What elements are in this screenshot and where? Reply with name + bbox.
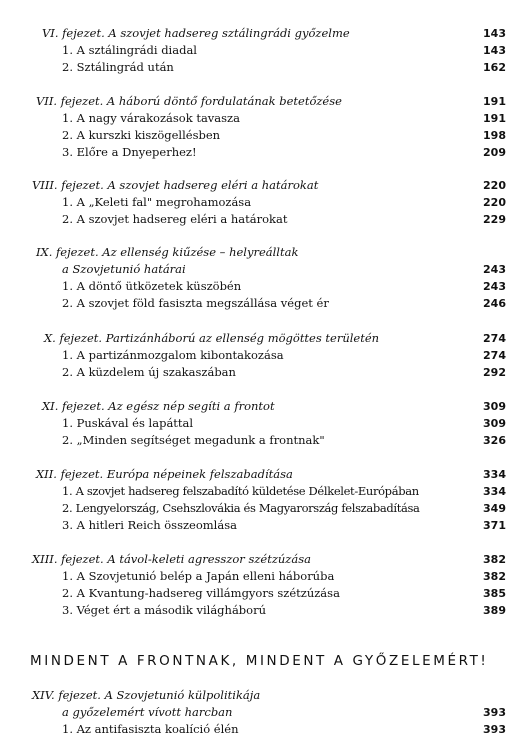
section-row xyxy=(0,416,526,433)
section-row xyxy=(0,60,526,77)
section-title: 1. A „Keleti fal" megrohamozása xyxy=(62,195,252,209)
section-title: 2. A Kvantung-hadsereg villámgyors szétzúzása xyxy=(62,586,340,600)
chapter-heading xyxy=(0,26,526,43)
page-number: 385 xyxy=(483,587,506,600)
section-title: 2. „Minden segítséget megadunk a frontnak" xyxy=(62,433,325,447)
page-number: 220 xyxy=(483,196,506,209)
page-number: 371 xyxy=(483,519,506,532)
page-number: 309 xyxy=(483,400,506,413)
chapter-title: VII. fejezet. A háború döntő fordulatának betetőzése xyxy=(36,94,342,108)
chapter-heading-continued xyxy=(0,705,526,722)
section-title: 1. A szovjet hadsereg felszabadító küldetése Délkelet-Európában xyxy=(62,484,419,498)
section-row xyxy=(0,586,526,603)
section-title: 2. A küzdelem új szakaszában xyxy=(62,365,236,379)
page-number: 326 xyxy=(483,434,506,447)
page-number: 243 xyxy=(483,280,506,293)
chapter-title: X. fejezet. Partizánháború az ellenség mögöttes területén xyxy=(44,331,380,345)
section-title: 1. A Szovjetunió belép a Japán elleni háborúba xyxy=(62,569,335,583)
section-title: 1. A sztálingrádi diadal xyxy=(62,43,197,57)
section-row xyxy=(0,501,526,518)
chapter-14 xyxy=(0,688,526,739)
section-row xyxy=(0,433,526,450)
section-title: 2. A szovjet hadsereg eléri a határokat xyxy=(62,212,288,226)
chapter-title: IX. fejezet. Az ellenség kiűzése – helyreálltak xyxy=(36,245,299,259)
section-row xyxy=(0,111,526,128)
section-row xyxy=(0,145,526,162)
chapter-heading xyxy=(0,178,526,195)
section-row xyxy=(0,128,526,145)
chapter-title: VIII. fejezet. A szovjet hadsereg eléri a határokat xyxy=(32,178,319,192)
section-title: 1. A partizánmozgalom kibontakozása xyxy=(62,348,284,362)
page-number: 334 xyxy=(483,468,506,481)
section-row xyxy=(0,296,526,313)
chapter-heading xyxy=(0,399,526,416)
chapter-title: VI. fejezet. A szovjet hadsereg sztálingrádi győzelme xyxy=(42,26,350,40)
chapter-title: XIV. fejezet. A Szovjetunió külpolitikája xyxy=(32,688,261,702)
page-number: 162 xyxy=(483,61,506,74)
page-number: 349 xyxy=(483,502,506,515)
section-row xyxy=(0,195,526,212)
section-title: 1. A nagy várakozások tavasza xyxy=(62,111,240,125)
section-title: 2. Sztálingrád után xyxy=(62,60,174,74)
chapter-12 xyxy=(0,467,526,535)
section-row xyxy=(0,365,526,382)
chapter-6 xyxy=(0,26,526,77)
page-number: 243 xyxy=(483,263,506,276)
section-row xyxy=(0,722,526,739)
page-number: 246 xyxy=(483,297,506,310)
page-number: 334 xyxy=(483,485,506,498)
chapter-11 xyxy=(0,399,526,450)
section-row xyxy=(0,603,526,620)
chapter-heading xyxy=(0,552,526,569)
chapter-7 xyxy=(0,94,526,162)
section-title: 1. A döntő ütközetek küszöbén xyxy=(62,279,242,293)
page-number: 389 xyxy=(483,604,506,617)
chapter-heading xyxy=(0,245,526,262)
section-row xyxy=(0,212,526,229)
page-number: 382 xyxy=(483,553,506,566)
chapter-8 xyxy=(0,178,526,229)
page-number: 309 xyxy=(483,417,506,430)
page-number: 274 xyxy=(483,332,506,345)
chapter-title-continued: a Szovjetunió határai xyxy=(62,262,186,276)
page-number: 393 xyxy=(483,706,506,719)
chapter-title: XI. fejezet. Az egész nép segíti a frontot xyxy=(42,399,275,413)
chapter-heading xyxy=(0,94,526,111)
page-number: 274 xyxy=(483,349,506,362)
chapter-heading xyxy=(0,467,526,484)
section-title: 2. A szovjet föld fasiszta megszállása véget ér xyxy=(62,296,329,310)
chapter-13 xyxy=(0,552,526,620)
section-title: 2. Lengyelország, Csehszlovákia és Magyarország felszabadítása xyxy=(62,501,420,515)
page-number: 229 xyxy=(483,213,506,226)
page-number: 209 xyxy=(483,146,506,159)
page-number: 382 xyxy=(483,570,506,583)
page-number: 191 xyxy=(483,95,506,108)
section-row xyxy=(0,279,526,296)
section-title: 3. Előre a Dnyeperhez! xyxy=(62,145,197,159)
section-row xyxy=(0,43,526,60)
chapter-heading xyxy=(0,331,526,348)
page-number: 143 xyxy=(483,27,506,40)
section-title: 3. A hitleri Reich összeomlása xyxy=(62,518,237,532)
section-row xyxy=(0,484,526,501)
chapter-heading xyxy=(0,688,526,705)
section-row xyxy=(0,348,526,365)
chapter-title-continued: a győzelemért vívott harcban xyxy=(62,705,233,719)
page-number: 198 xyxy=(483,129,506,142)
part-title: MINDENT A FRONTNAK, MINDENT A GYŐZELEMÉRT! xyxy=(30,653,489,669)
chapter-10 xyxy=(0,331,526,382)
section-row xyxy=(0,518,526,535)
page-number: 143 xyxy=(483,44,506,57)
page-number: 292 xyxy=(483,366,506,379)
chapter-title: XII. fejezet. Európa népeinek felszabadítása xyxy=(36,467,293,481)
section-title: 1. Az antifasiszta koalíció élén xyxy=(62,722,239,736)
page-number: 220 xyxy=(483,179,506,192)
page-number: 191 xyxy=(483,112,506,125)
chapter-title: XIII. fejezet. A távol-keleti agresszor szétzúzása xyxy=(32,552,311,566)
section-row xyxy=(0,569,526,586)
section-title: 1. Puskával és lapáttal xyxy=(62,416,194,430)
chapter-9 xyxy=(0,245,526,313)
section-title: 2. A kurszki kiszögellésben xyxy=(62,128,221,142)
chapter-heading-continued xyxy=(0,262,526,279)
section-title: 3. Véget ért a második világháború xyxy=(62,603,266,617)
page-number: 393 xyxy=(483,723,506,736)
